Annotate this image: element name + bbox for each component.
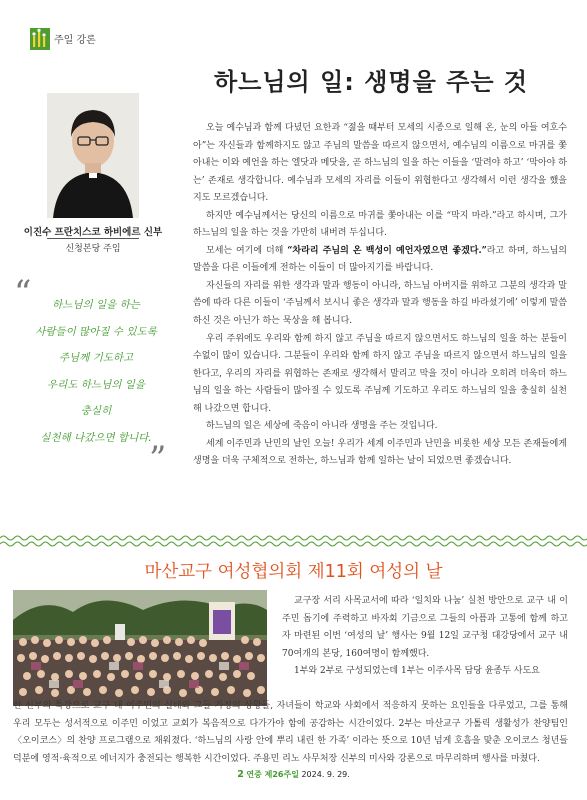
body-text: 라고 하며, 하느님의 말씀을 다른 이들에게 전하는 이들이 더 많아지기를 바랍니다. xyxy=(193,245,567,274)
body-paragraph: 교구장 서리 사목교서에 따라 ‘일치와 나눔’ 실천 방안으로 교구 내 이주민 돕기에 주력하고 바자회 기금으로 그들의 아픔과 고통에 함께 하고자 마련된 이번 ‘여성의 날’ 행사는 9월 12일 교구청 대강당에서 교구 내 70여개의 본당, 160여명이 함께했다. xyxy=(282,596,568,659)
body-paragraph: 한 신부의 특강으로 교구 내 이주민의 실태와 그들 가정의 상황들, 자녀들이 학교와 사회에서 적응하지 못하는 요인들을 다루었고, 그를 통해 우리 모두는 성서적으로 이주민 이었고 교회가 복음적으로 다가가야 함에 공감하는 시간이었다. 2부는 마산교구 가톨릭 생활성가 찬양팀인 〈오이코스〉의 찬양 프로그램으로 채워졌다. ‘하느님의 사랑 안에 뿌리 내린 한 가족’ 이라는 뜻으로 10년 넘게 호흡을 맞춘 오이코스 청년들 덕분에 영적·육적으로 에너지가 충전되는 행복한 시간이었다. 주용민 리노 사무처장 신부의 미사와 강론으로 마무리하며 행사를 마쳤다. xyxy=(13,701,568,764)
body-paragraph xyxy=(193,243,567,278)
close-quote-icon: ” xyxy=(149,439,167,479)
group-photo xyxy=(13,590,267,706)
author-divider xyxy=(47,238,139,239)
news-body-top xyxy=(282,593,568,681)
quote-line: 충실히 xyxy=(80,405,112,417)
quote-line: 실천해 나갔으면 합니다. xyxy=(40,431,152,444)
body-paragraph: 1부와 2부로 구성되었는데 1부는 이주사목 담당 윤종두 사도요 xyxy=(294,666,540,677)
page-footer xyxy=(0,769,587,780)
section-label: 주일 강론 xyxy=(54,35,96,46)
quote-line: 하느님의 일을 하는 xyxy=(52,299,140,311)
quote-line: 우리도 하느님의 일을 xyxy=(47,378,145,391)
body-paragraph: 오늘 예수님과 함께 다녔던 요한과 “젊을 때부터 모세의 시종으로 일해 온, 눈의 아들 여호수아”는 자신들과 함께하지도 않고 주님의 말씀을 따르지 않으면서, 예수님의 이름으로 마귀를 쫓아내는 이와 예언을 하는 엘닷과 메닷을, 곧 하느님의 일을 하는 이들을 ‘말려야 하고’ ‘막아야 하는’ 존재로 생각합니다. 예수님과 모세의 자리를 이들이 위협한다고 생각해서 이런 생각을 했을지도 모르겠습니다. xyxy=(193,123,567,204)
body-paragraph: 세계 이주민과 난민의 날인 오늘! 우리가 세계 이주민과 난민을 비롯한 세상 모든 존재들에게 생명을 더욱 구체적으로 전하는, 하느님과 함께 일하는 날이 되었으면 좋겠습니다. xyxy=(193,438,567,467)
open-quote-icon: “ xyxy=(14,273,32,313)
author-role: 신청본당 주임 xyxy=(65,244,121,254)
pull-quote xyxy=(14,292,178,451)
wavy-divider xyxy=(0,534,587,548)
news-title: 마산교구 여성협의회 제11회 여성의 날 xyxy=(144,562,443,582)
section-icon xyxy=(30,28,50,50)
body-text: 모세는 여기에 더해 xyxy=(206,245,288,256)
news-body-bottom xyxy=(13,698,568,768)
article-title: 하느님의 일: 생명을 주는 것 xyxy=(214,68,529,96)
body-paragraph: 하느님의 일은 세상에 죽음이 아니라 생명을 주는 것입니다. xyxy=(206,421,438,432)
page-number: 2 xyxy=(237,769,244,780)
body-paragraph: 자신들의 자리를 위한 생각과 말과 행동이 아니라, 하느님 아버지를 위하고 그분의 생각과 말씀에 따라 다른 이들이 ‘주님께서 보시니 좋은 생각과 말과 행동을 하길 바라셨기에’ 이렇게 말씀하신 것은 아닌가 하는 묵상을 해 봅니다. xyxy=(193,280,567,327)
emphasized-quote: “차라리 주님의 온 백성이 예언자였으면 좋겠다.” xyxy=(287,245,487,256)
publication-name: 연중 제26주일 xyxy=(246,770,299,779)
article-body xyxy=(193,120,567,471)
author-photo xyxy=(47,93,139,218)
quote-line: 주님께 기도하고 xyxy=(58,352,134,364)
publication-date: 2024. 9. 29. xyxy=(301,770,350,779)
author-name: 이진수 프란치스코 하비에르 신부 xyxy=(23,227,163,238)
body-paragraph: 하지만 예수님께서는 당신의 이름으로 마귀를 쫓아내는 이를 “막지 마라.”라고 하시며, 그가 하느님의 일을 하는 것을 가만히 내버려 두십니다. xyxy=(193,210,567,239)
quote-line: 사람들이 많아질 수 있도록 xyxy=(35,325,157,338)
body-paragraph: 우리 주위에도 우리와 함께 하지 않고 주님을 따르지 않으면서도 하느님의 일을 하는 분들이 수없이 많이 있습니다. 그분들이 우리와 함께 하지 않고 주님을 따르지 않으면서 하느님의 일을 한다고, 우리의 자리를 위협하는 존재로 생각해서 말리고 막을 것이 아니라 오히려 더욱더 하느님의 일을 하는 사람들이 많아질 수 있도록 주님께 기도하고 우리도 하느님의 일을 충실히 실천해 나갔으면 합니다. xyxy=(193,333,567,414)
